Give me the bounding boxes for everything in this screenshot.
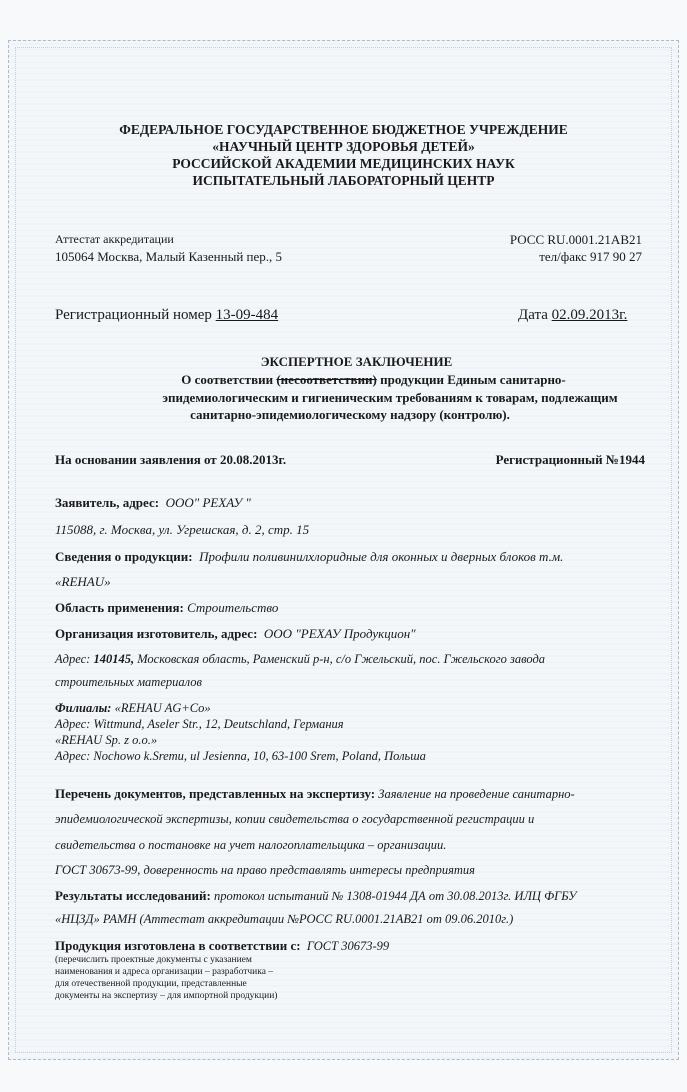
conclusion-line-1-struck: (несоответствии) [276,372,377,387]
applicant-label: Заявитель, адрес: [55,495,160,510]
accreditation-label: Аттестат аккредитации [55,232,174,246]
documents-line-2: эпидемиологической экспертизы, копии свидетельства о государственной регистрации и [55,812,535,826]
results-line-1: протокол испытаний № 1308-01944 ДА от 30.08.2013г. ИЛЦ ФГБУ [213,889,577,903]
date-value: 02.09.2013г. [551,307,628,323]
compliance-note-2: наименования и адреса организации – разработчика – [55,967,274,977]
applicant-line [55,495,251,511]
manufacturer-address-index: 140145, [93,652,135,666]
accreditation-number: РОСС RU.0001.21АВ21 [509,232,642,247]
branch-1-name: «REHAU AG+Co» [114,701,211,715]
registration-label: Регистрационный номер [55,307,212,323]
applicant-name: ООО" РЕХАУ " [165,495,251,510]
scope-label: Область применения: [55,600,184,615]
header-line-1: ФЕДЕРАЛЬНОЕ ГОСУДАРСТВЕННОЕ БЮДЖЕТНОЕ УЧРЕЖДЕНИЕ [119,122,568,137]
branch-2-name: «REHAU Sp. z o.o.» [55,733,158,747]
registration-number: 13-09-484 [215,307,279,323]
conclusion-title: ЭКСПЕРТНОЕ ЗАКЛЮЧЕНИЕ [260,354,453,369]
documents-line-4: ГОСТ 30673-99, доверенность на право представлять интересы предприятия [55,863,475,877]
application-basis: На основании заявления от 20.08.2013г. [55,452,287,467]
manufacturer-address [55,652,545,667]
results-line [55,888,577,904]
documents-line [55,786,575,802]
phone-fax: тел/факс 917 90 27 [539,249,642,264]
manufacturer-address-line-1: Московская область, Раменский р-н, с/о Гжельский, пос. Гжельского завода [137,652,546,666]
compliance-note-1: (перечислить проектные документы с указанием [55,955,252,965]
compliance-value: ГОСТ 30673-99 [306,939,390,953]
scope-value: Строительство [187,600,279,615]
header-line-3: РОССИЙСКОЙ АКАДЕМИИ МЕДИЦИНСКИХ НАУК [172,156,515,171]
header-line-2: «НАУЧНЫЙ ЦЕНТР ЗДОРОВЬЯ ДЕТЕЙ» [212,139,475,154]
branch-1-address: Адрес: Wittmund, Aseler Str., 12, Deutschland, Германия [55,717,344,731]
documents-label: Перечень документов, представленных на экспертизу: [55,786,376,801]
compliance-line [55,938,389,954]
conclusion-line-2: эпидемиологическим и гигиеническим требованиям к товарам, подлежащим [162,390,618,405]
date-line [518,307,627,324]
conclusion-line-1 [0,372,687,388]
branches-line [55,701,211,716]
manufacturer-address-line-2: строительных материалов [55,675,202,689]
branches-label: Филиалы: [55,701,112,715]
branch-2-address: Адрес: Nochowo k.Sremu, ul Jesienna, 10, 63-100 Srem, Poland, Польша [55,749,426,763]
date-label: Дата [518,307,548,323]
manufacturer-name: ООО "РЕХАУ Продукцион" [263,626,416,641]
product-value: Профили поливинилхлоридные для оконных и дверных блоков т.м. [199,549,564,564]
documents-line-3: свидетельства о постановке на учет налогоплательщика – организации. [55,838,447,852]
applicant-address: 115088, г. Москва, ул. Угрешская, д. 2, стр. 15 [55,522,310,537]
compliance-note-4: документы на экспертизу – для импортной продукции) [55,991,278,1001]
manufacturer-address-prefix: Адрес: [55,652,91,666]
registration-line [55,307,278,324]
conclusion-line-1-post: продукции Единым санитарно- [380,372,566,387]
compliance-note-3: для отечественной продукции, представленные [55,979,247,989]
product-value-line-2: «REHAU» [55,574,111,589]
documents-line-1: Заявление на проведение санитарно- [378,787,575,801]
conclusion-line-3: санитарно-эпидемиологическому надзору (контролю). [190,407,510,422]
conclusion-line-1-pre: О соответствии [181,372,274,387]
scope-line [55,600,278,616]
results-line-2: «НЦЗД» РАМН (Аттестат аккредитации №РОСС RU.0001.21АВ21 от 09.06.2010г.) [55,912,514,926]
product-label: Сведения о продукции: [55,549,193,564]
header-line-4: ИСПЫТАТЕЛЬНЫЙ ЛАБОРАТОРНЫЙ ЦЕНТР [192,173,495,188]
lab-address: 105064 Москва, Малый Казенный пер., 5 [55,249,283,264]
compliance-label: Продукция изготовлена в соответствии с: [55,938,301,953]
application-reg-number: Регистрационный №1944 [495,452,645,467]
product-line [55,549,563,565]
manufacturer-label: Организация изготовитель, адрес: [55,626,258,641]
results-label: Результаты исследований: [55,888,211,903]
manufacturer-line [55,626,416,642]
